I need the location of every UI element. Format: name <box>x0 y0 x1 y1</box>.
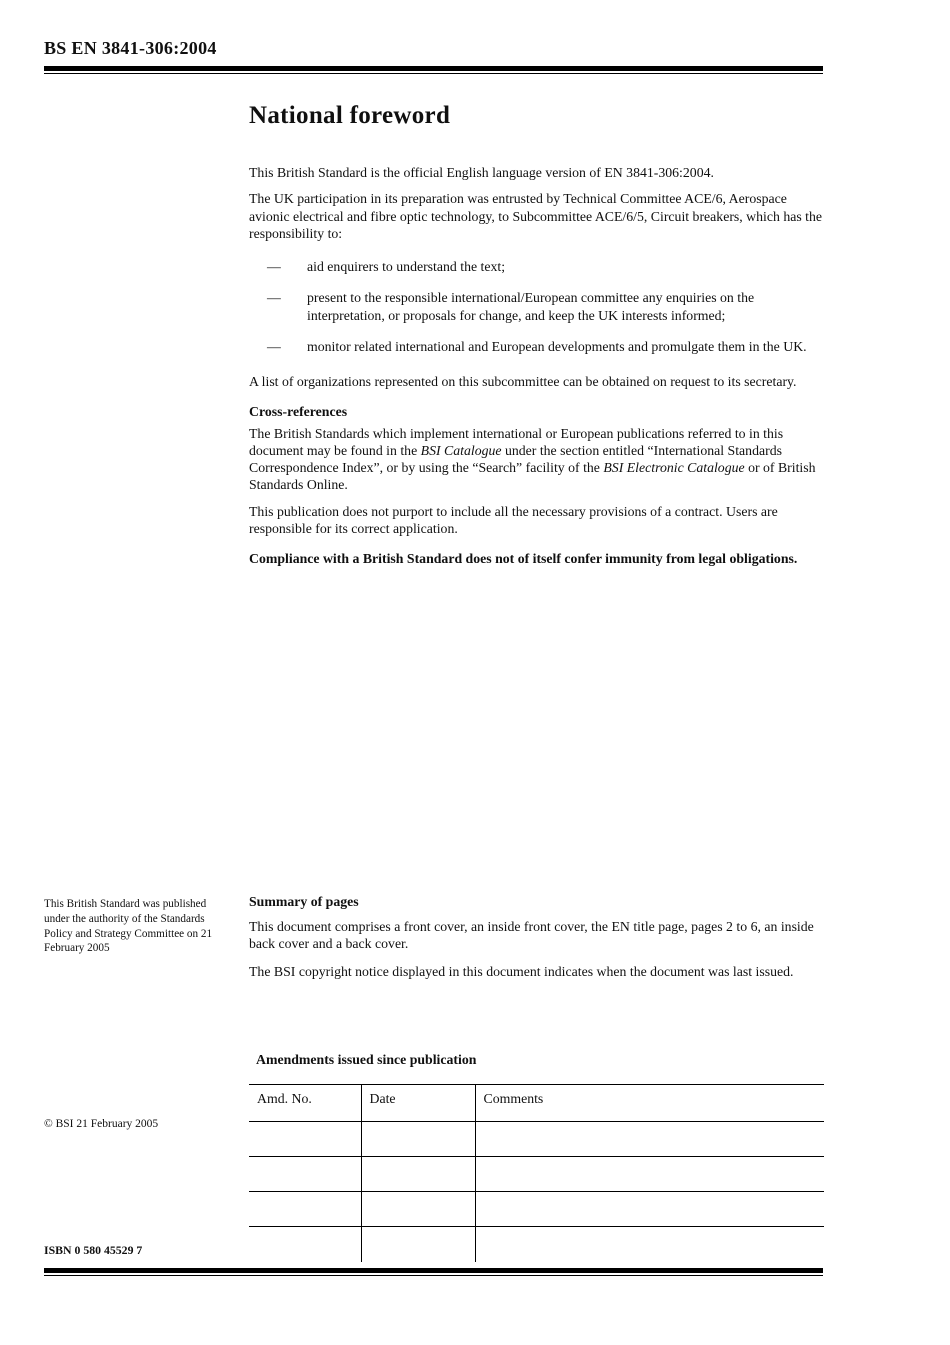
responsibility-list <box>267 258 824 355</box>
table-row <box>249 1227 824 1262</box>
amendments-table <box>249 1084 824 1262</box>
header-rule-thick <box>44 66 823 71</box>
amendments-heading: Amendments issued since publication <box>256 1052 477 1067</box>
table-row <box>249 1157 824 1192</box>
amendment-cell <box>361 1192 475 1227</box>
list-item <box>267 338 824 355</box>
list-item <box>267 289 824 323</box>
list-item-text: monitor related international and European developments and promulgate them in the UK. <box>307 338 807 354</box>
foreword-paragraph-1: This British Standard is the official English language version of EN 3841-306:2004. <box>249 165 714 181</box>
header-rule <box>44 66 823 74</box>
list-item-dash: — <box>267 338 281 354</box>
cross-references-text-1: The British Standards which implement international or European publications referred to in this document may be found in the <box>249 425 784 458</box>
list-item-text: aid enquirers to understand the text; <box>307 259 506 275</box>
footer-rule <box>44 1268 823 1276</box>
contract-paragraph: This publication does not purport to include all the necessary provisions of a contract. Users are responsible for its correct application. <box>249 503 778 536</box>
cross-references-text-2: under the section entitled “International Standards Correspondence Index”, or by using the “Search” facility of the <box>249 442 782 476</box>
summary-of-pages-section <box>249 893 824 990</box>
amendment-cell <box>249 1122 361 1157</box>
summary-paragraph-1: This document comprises a front cover, an inside front cover, the EN title page, pages 2 to 6, an inside back cover and a back cover. <box>249 919 814 952</box>
bsi-electronic-catalogue-italic: BSI Electronic Catalogue <box>603 460 745 476</box>
copyright-notice: © BSI 21 February 2005 <box>44 1118 159 1130</box>
page-title: National foreword <box>249 102 451 129</box>
amendment-cell <box>475 1122 824 1157</box>
bsi-catalogue-italic: BSI Catalogue <box>420 442 502 458</box>
foreword-section <box>249 100 824 576</box>
list-item <box>267 258 824 275</box>
footer-rule-thin <box>44 1275 823 1277</box>
amendment-cell <box>475 1227 824 1262</box>
amendment-cell <box>249 1157 361 1192</box>
document-reference: BS EN 3841-306:2004 <box>44 38 217 58</box>
foreword-paragraph-2: The UK participation in its preparation was entrusted by Technical Committee ACE/6, Aerospace avionic electrical and fibre optic technology, to Subcommittee ACE/6/5, Circuit breakers, which has the responsibility to: <box>249 191 823 241</box>
cross-references-heading: Cross-references <box>249 404 348 420</box>
column-header-comments: Comments <box>475 1085 824 1122</box>
footer-rule-thick <box>44 1268 823 1273</box>
foreword-paragraph-3: A list of organizations represented on this subcommittee can be obtained on request to its secretary. <box>249 374 797 390</box>
cross-references-text-3: or of British Standards Online. <box>249 460 816 493</box>
table-row <box>249 1192 824 1227</box>
table-row <box>249 1122 824 1157</box>
list-item-dash: — <box>267 259 281 275</box>
table-header-row <box>249 1085 824 1122</box>
amendment-cell <box>361 1157 475 1192</box>
amendment-cell <box>249 1227 361 1262</box>
column-header-date: Date <box>361 1085 475 1122</box>
compliance-paragraph: Compliance with a British Standard does not of itself confer immunity from legal obligations. <box>249 551 798 566</box>
amendment-cell <box>249 1192 361 1227</box>
header-rule-thin <box>44 73 823 75</box>
isbn: ISBN 0 580 45529 7 <box>44 1243 143 1257</box>
list-item-text: present to the responsible international/European committee any enquiries on the interpretation, or proposals for change, and keep the UK interests informed; <box>307 290 755 323</box>
list-item-dash: — <box>267 290 281 306</box>
column-header-amd-no: Amd. No. <box>249 1085 361 1122</box>
amendment-cell <box>361 1122 475 1157</box>
summary-heading: Summary of pages <box>249 894 359 909</box>
summary-paragraph-2: The BSI copyright notice displayed in this document indicates when the document was last issued. <box>249 963 794 979</box>
cross-references-paragraph <box>249 425 824 494</box>
authority-note: This British Standard was published under the authority of the Standards Policy and Strategy Committee on 21 February 2005 <box>44 898 213 955</box>
amendment-cell <box>475 1157 824 1192</box>
amendments-section <box>249 1051 824 1262</box>
amendment-cell <box>475 1192 824 1227</box>
amendment-cell <box>361 1227 475 1262</box>
